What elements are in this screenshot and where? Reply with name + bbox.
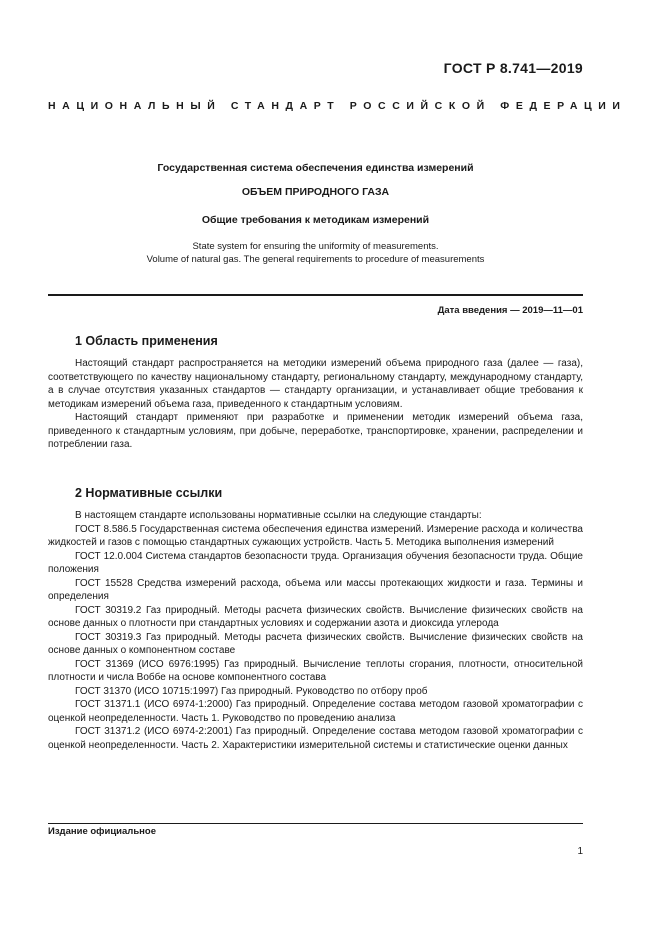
reference-item: ГОСТ 31371.2 (ИСО 6974-2:2001) Газ природный. Определение состава методом газовой хроматографии с оценкой неопределенности. Часть 2. Характеристики измерительной системы и статистические оценки данных (48, 726, 583, 751)
paragraph: В настоящем стандарте использованы нормативные ссылки на следующие стандарты: (75, 510, 482, 521)
section-heading: 2 Нормативные ссылки (75, 486, 223, 500)
introduction-date: Дата введения — 2019—11—01 (437, 305, 583, 316)
reference-item: ГОСТ 30319.2 Газ природный. Методы расчета физических свойств. Вычисление физических свойств на основе данных о плотности при стандартных условиях и содержании азота и диоксида углерода (48, 604, 583, 629)
page-number: 1 (577, 846, 583, 857)
reference-item: ГОСТ 8.586.5 Государственная система обеспечения единства измерений. Измерение расхода и количества жидкостей и газов с помощью стандартных сужающих устройств. Часть 5. Методика выполнения измерений (48, 523, 583, 548)
reference-item: ГОСТ 12.0.004 Система стандартов безопасности труда. Организация обучения безопасности труда. Общие положения (48, 550, 583, 575)
paragraph: Настоящий стандарт распространяется на методики измерений объема природного газа (далее — газа), соответствующего по качеству национальному стандарту, региональному стандарту, международному стандарту, а в случае отсутствия указанных стандартов — стандарту организации, и устанавливает общие требования к методикам измерений объема газа, приведенного к стандартным условиям. (48, 358, 583, 410)
title-main: ОБЪЕМ ПРИРОДНОГО ГАЗА (241, 186, 390, 198)
title-system: Государственная система обеспечения единства измерений (157, 162, 474, 174)
reference-item: ГОСТ 31370 (ИСО 10715:1997) Газ природный. Руководство по отбору проб (75, 685, 428, 697)
title-english (48, 240, 583, 266)
reference-item: ГОСТ 30319.3 Газ природный. Методы расчета физических свойств. Вычисление физических свойств на основе данных о компонентном составе (48, 631, 583, 656)
official-edition-label: Издание официальное (48, 826, 156, 837)
title-english-line-1: State system for ensuring the uniformity of measurements. (192, 241, 439, 252)
national-standard-banner: НАЦИОНАЛЬНЫЙ СТАНДАРТ РОССИЙСКОЙ ФЕДЕРАЦИИ (48, 100, 627, 112)
header-divider (48, 294, 583, 296)
section-heading: 1 Область применения (75, 334, 218, 348)
section-normative-references (48, 485, 583, 752)
footer-divider (48, 823, 583, 824)
reference-item: ГОСТ 31371.1 (ИСО 6974-1:2000) Газ природный. Определение состава методом газовой хроматографии с оценкой неопределенности. Часть 1. Руководство по проведению анализа (48, 699, 583, 724)
reference-item: ГОСТ 15528 Средства измерений расхода, объема или массы протекающих жидкости и газа. Термины и определения (48, 577, 583, 602)
paragraph: Настоящий стандарт применяют при разработке и применении методик измерений объема газа, приведенного к стандартным условиям, при добыче, переработке, транспортировке, хранении, распределении и потреблении газа. (48, 412, 583, 450)
title-english-line-2: Volume of natural gas. The general requirements to procedure of measurements (146, 254, 485, 265)
reference-item: ГОСТ 31369 (ИСО 6976:1995) Газ природный. Вычисление теплоты сгорания, плотности, относительной плотности и числа Воббе на основе компонентного состава (48, 658, 583, 683)
section-scope (48, 333, 583, 452)
title-sub: Общие требования к методикам измерений (201, 214, 430, 226)
standard-number: ГОСТ Р 8.741—2019 (443, 60, 583, 76)
